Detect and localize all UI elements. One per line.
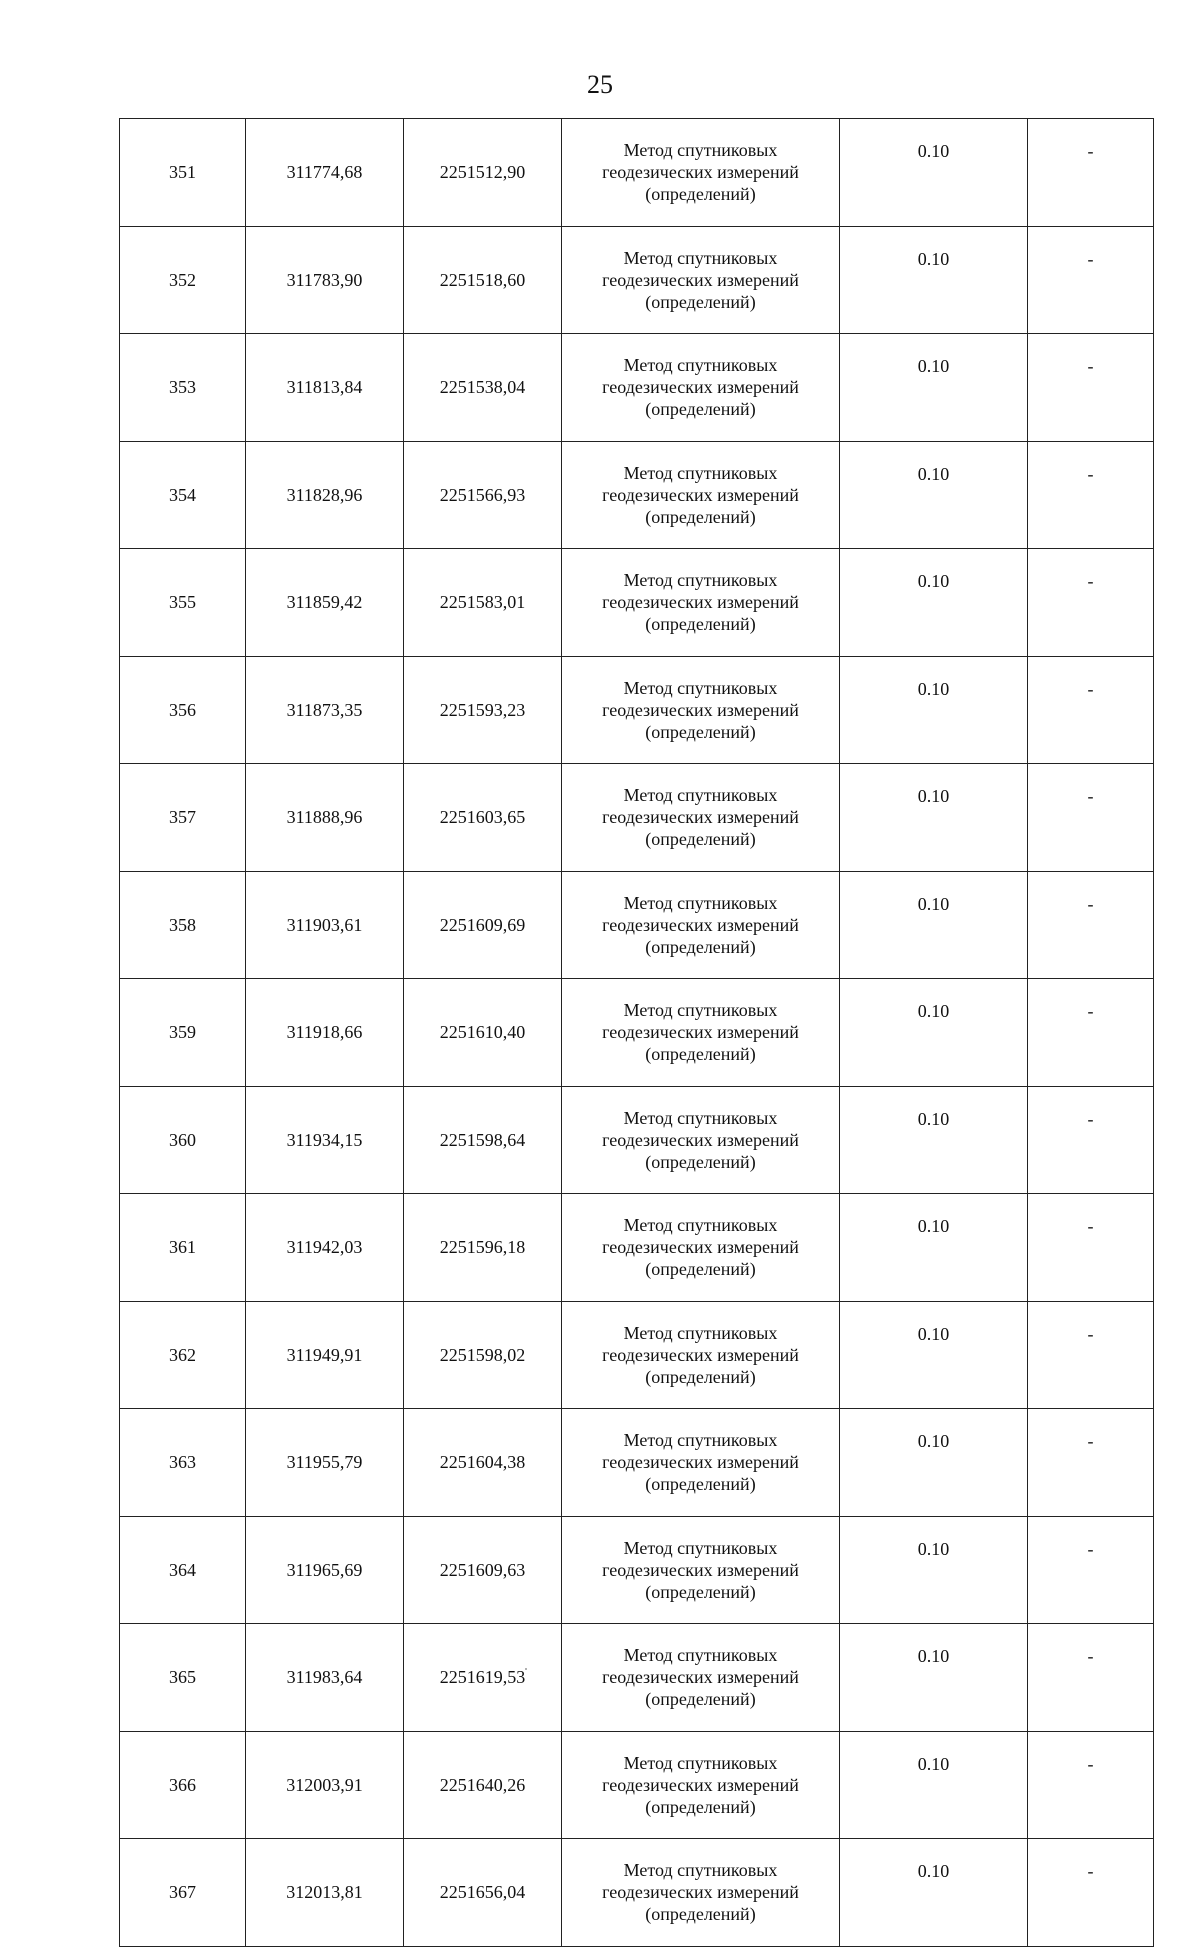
table-row <box>120 1301 1154 1409</box>
accuracy-value: 0.10 <box>840 1301 1028 1409</box>
point-description: - <box>1028 1624 1154 1732</box>
point-number: 357 <box>120 764 246 872</box>
determination-method: Метод спутниковых геодезических измерений (определений) <box>562 1086 840 1194</box>
determination-method: Метод спутниковых геодезических измерений (определений) <box>562 226 840 334</box>
accuracy-value: 0.10 <box>840 656 1028 764</box>
coordinate-y: 2251604,38 <box>404 1409 562 1517</box>
accuracy-value: 0.10 <box>840 119 1028 227</box>
table-row <box>120 1194 1154 1302</box>
table-row <box>120 441 1154 549</box>
point-number: 363 <box>120 1409 246 1517</box>
coordinate-y: 2251640,26 <box>404 1731 562 1839</box>
accuracy-value: 0.10 <box>840 1624 1028 1732</box>
point-number: 358 <box>120 871 246 979</box>
table-row <box>120 1624 1154 1732</box>
table-row <box>120 656 1154 764</box>
point-description: - <box>1028 1731 1154 1839</box>
coordinate-x: 311942,03 <box>246 1194 404 1302</box>
determination-method: Метод спутниковых геодезических измерений (определений) <box>562 1731 840 1839</box>
accuracy-value: 0.10 <box>840 764 1028 872</box>
point-description: - <box>1028 119 1154 227</box>
page-number: 25 <box>587 70 613 99</box>
determination-method: Метод спутниковых геодезических измерений (определений) <box>562 979 840 1087</box>
accuracy-value: 0.10 <box>840 441 1028 549</box>
determination-method: Метод спутниковых геодезических измерений (определений) <box>562 334 840 442</box>
determination-method: Метод спутниковых геодезических измерений (определений) <box>562 441 840 549</box>
point-number: 360 <box>120 1086 246 1194</box>
accuracy-value: 0.10 <box>840 549 1028 657</box>
table-row <box>120 226 1154 334</box>
point-number: 365 <box>120 1624 246 1732</box>
coordinate-x: 311949,91 <box>246 1301 404 1409</box>
point-description: - <box>1028 334 1154 442</box>
coordinates-table <box>119 118 1154 1947</box>
point-description: - <box>1028 979 1154 1087</box>
table-row <box>120 979 1154 1087</box>
point-number: 366 <box>120 1731 246 1839</box>
accuracy-value: 0.10 <box>840 1731 1028 1839</box>
determination-method: Метод спутниковых геодезических измерений (определений) <box>562 764 840 872</box>
coordinate-x: 312013,81 <box>246 1839 404 1947</box>
coordinate-y: 2251656,04 <box>404 1839 562 1947</box>
coordinate-x: 311934,15 <box>246 1086 404 1194</box>
point-description: - <box>1028 226 1154 334</box>
table-row <box>120 871 1154 979</box>
table-row <box>120 119 1154 227</box>
determination-method: Метод спутниковых геодезических измерений (определений) <box>562 871 840 979</box>
determination-method: Метод спутниковых геодезических измерений (определений) <box>562 1516 840 1624</box>
determination-method: Метод спутниковых геодезических измерений (определений) <box>562 1409 840 1517</box>
point-number: 354 <box>120 441 246 549</box>
point-description: - <box>1028 1194 1154 1302</box>
table-row <box>120 1839 1154 1947</box>
determination-method: Метод спутниковых геодезических измерений (определений) <box>562 1839 840 1947</box>
scan-speck <box>525 1668 527 1670</box>
point-description: - <box>1028 871 1154 979</box>
coordinate-x: 311903,61 <box>246 871 404 979</box>
table-row <box>120 764 1154 872</box>
point-description: - <box>1028 1516 1154 1624</box>
accuracy-value: 0.10 <box>840 1086 1028 1194</box>
accuracy-value: 0.10 <box>840 226 1028 334</box>
point-number: 362 <box>120 1301 246 1409</box>
determination-method: Метод спутниковых геодезических измерений (определений) <box>562 1194 840 1302</box>
point-number: 367 <box>120 1839 246 1947</box>
determination-method: Метод спутниковых геодезических измерений (определений) <box>562 1301 840 1409</box>
accuracy-value: 0.10 <box>840 334 1028 442</box>
coordinate-x: 311828,96 <box>246 441 404 549</box>
coordinate-y: 2251583,01 <box>404 549 562 657</box>
accuracy-value: 0.10 <box>840 1194 1028 1302</box>
accuracy-value: 0.10 <box>840 871 1028 979</box>
point-number: 351 <box>120 119 246 227</box>
point-description: - <box>1028 549 1154 657</box>
point-description: - <box>1028 764 1154 872</box>
point-description: - <box>1028 1301 1154 1409</box>
coordinate-x: 311983,64 <box>246 1624 404 1732</box>
point-number: 353 <box>120 334 246 442</box>
coordinate-y: 2251596,18 <box>404 1194 562 1302</box>
point-description: - <box>1028 1086 1154 1194</box>
point-description: - <box>1028 441 1154 549</box>
coordinate-y: 2251598,02 <box>404 1301 562 1409</box>
determination-method: Метод спутниковых геодезических измерений (определений) <box>562 1624 840 1732</box>
coordinate-y: 2251603,65 <box>404 764 562 872</box>
coordinate-y: 2251619,53 <box>404 1624 562 1732</box>
point-number: 356 <box>120 656 246 764</box>
coordinate-x: 311859,42 <box>246 549 404 657</box>
coordinate-x: 311783,90 <box>246 226 404 334</box>
coordinate-x: 311955,79 <box>246 1409 404 1517</box>
coordinate-x: 311774,68 <box>246 119 404 227</box>
accuracy-value: 0.10 <box>840 1516 1028 1624</box>
coordinates-table-body <box>120 119 1154 1947</box>
table-row <box>120 1516 1154 1624</box>
coordinate-y: 2251609,69 <box>404 871 562 979</box>
coordinate-x: 312003,91 <box>246 1731 404 1839</box>
determination-method: Метод спутниковых геодезических измерений (определений) <box>562 549 840 657</box>
point-number: 364 <box>120 1516 246 1624</box>
table-row <box>120 1409 1154 1517</box>
coordinate-y: 2251518,60 <box>404 226 562 334</box>
coordinate-x: 311888,96 <box>246 764 404 872</box>
coordinate-y: 2251598,64 <box>404 1086 562 1194</box>
coordinate-y: 2251538,04 <box>404 334 562 442</box>
point-number: 359 <box>120 979 246 1087</box>
point-number: 352 <box>120 226 246 334</box>
table-row <box>120 1731 1154 1839</box>
determination-method: Метод спутниковых геодезических измерений (определений) <box>562 119 840 227</box>
coordinate-x: 311813,84 <box>246 334 404 442</box>
point-number: 355 <box>120 549 246 657</box>
coordinate-x: 311873,35 <box>246 656 404 764</box>
point-number: 361 <box>120 1194 246 1302</box>
point-description: - <box>1028 1409 1154 1517</box>
point-description: - <box>1028 656 1154 764</box>
accuracy-value: 0.10 <box>840 1839 1028 1947</box>
table-row <box>120 549 1154 657</box>
accuracy-value: 0.10 <box>840 979 1028 1087</box>
coordinate-y: 2251512,90 <box>404 119 562 227</box>
coordinate-y: 2251610,40 <box>404 979 562 1087</box>
coordinate-y: 2251593,23 <box>404 656 562 764</box>
coordinate-y: 2251609,63 <box>404 1516 562 1624</box>
coordinate-x: 311918,66 <box>246 979 404 1087</box>
table-row <box>120 1086 1154 1194</box>
coordinate-x: 311965,69 <box>246 1516 404 1624</box>
point-description: - <box>1028 1839 1154 1947</box>
determination-method: Метод спутниковых геодезических измерений (определений) <box>562 656 840 764</box>
table-row <box>120 334 1154 442</box>
coordinate-y: 2251566,93 <box>404 441 562 549</box>
accuracy-value: 0.10 <box>840 1409 1028 1517</box>
